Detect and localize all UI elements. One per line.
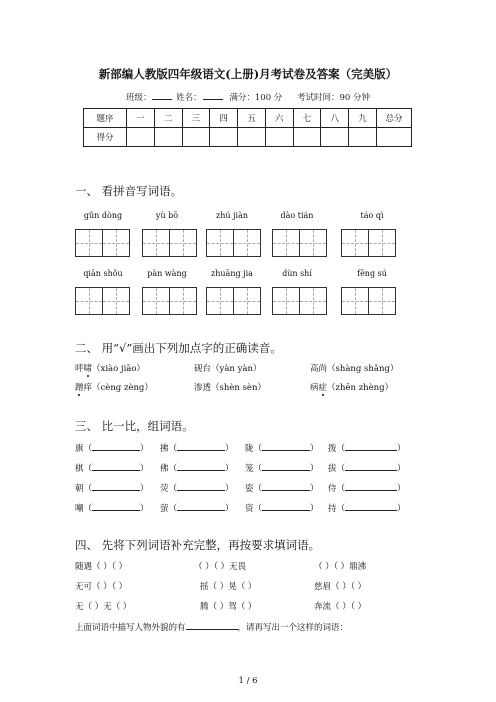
compare-word-item: [245, 461, 319, 474]
idiom-item[interactable]: 慈眉（ ）（ ）: [314, 582, 367, 592]
compare-char: 佛: [160, 464, 169, 474]
paren-open: （: [336, 504, 346, 514]
score-cell[interactable]: [321, 128, 349, 147]
idiom-item[interactable]: 无（ ）无（ ）: [75, 602, 132, 612]
writing-grid[interactable]: [75, 229, 130, 257]
writing-grid[interactable]: [272, 229, 327, 257]
score-table: [83, 108, 412, 147]
score-cell[interactable]: [210, 128, 238, 147]
paren-open: （: [168, 504, 178, 514]
writing-grid[interactable]: [272, 287, 327, 315]
compare-char: 嘲: [75, 504, 84, 514]
answer-blank[interactable]: [186, 620, 238, 630]
score-header-cell: 三: [182, 109, 210, 128]
section2-heading: 二、 用“√”画出下列加点字的正确读音。: [75, 341, 282, 355]
writing-grid[interactable]: [341, 229, 396, 257]
pinyin-label: dào tián: [280, 211, 314, 220]
reading-options[interactable]: （zhēn zhèng）: [327, 383, 394, 393]
paren-open: （: [336, 444, 346, 454]
paren-open: （: [336, 464, 346, 474]
compare-word-item: [328, 501, 406, 514]
appearance-question: 上面词语中描写人物外貌的有 ，请再写出一个这样的词语：: [75, 620, 348, 633]
name-label: 姓名：: [176, 93, 202, 103]
writing-grid[interactable]: [142, 229, 197, 257]
writing-grid[interactable]: [142, 287, 197, 315]
section4-heading: 四、 先将下列词语补充完整，再按要求填词语。: [75, 538, 321, 552]
paren-close: ）: [397, 464, 406, 474]
pinyin-label: yù bō: [155, 211, 179, 220]
paren-close: ）: [140, 444, 149, 454]
paren-close: ）: [310, 464, 319, 474]
compare-word-item: [328, 461, 406, 474]
compare-char: 拨: [328, 444, 337, 454]
paren-close: ）: [397, 444, 406, 454]
compare-word-item: [75, 501, 149, 514]
pinyin-label: táo qì: [360, 211, 384, 220]
class-label: 班级：: [125, 93, 152, 103]
score-header-cell: 六: [265, 109, 293, 128]
reading-options[interactable]: （yàn yàn）: [211, 364, 262, 374]
writing-grid[interactable]: [341, 287, 396, 315]
word-blank[interactable]: [345, 501, 397, 511]
reading-item: 渗透（shèn sèn）: [194, 383, 266, 393]
idiom-item[interactable]: 腾（ ）驾（ ）: [200, 602, 257, 612]
writing-grid[interactable]: [206, 287, 261, 315]
score-table-header-row: [84, 109, 412, 128]
compare-char: 荧: [160, 484, 169, 494]
paren-close: ）: [310, 504, 319, 514]
paren-open: （: [168, 484, 178, 494]
reading-options[interactable]: （xiào jiāo）: [92, 364, 145, 374]
word-blank[interactable]: [92, 501, 140, 511]
compare-char: 持: [328, 504, 337, 514]
score-header-cell: 二: [154, 109, 182, 128]
pinyin-label: zhú jiàn: [215, 211, 249, 220]
compare-word-item: [160, 501, 234, 514]
name-blank[interactable]: [203, 90, 223, 100]
compare-word-item: [328, 441, 406, 454]
section1-heading: 一、 看拼音写词语。: [75, 184, 183, 198]
score-cell[interactable]: [154, 128, 182, 147]
writing-grid[interactable]: [206, 229, 261, 257]
score-header-cell: 总分: [377, 109, 412, 128]
score-cell[interactable]: [182, 128, 210, 147]
compare-char: 拔: [328, 464, 337, 474]
paren-close: ）: [225, 444, 234, 454]
score-table-score-row: [84, 128, 412, 147]
reading-item: 呼啸（xiào jiāo）: [75, 364, 145, 374]
compare-word-item: [245, 501, 319, 514]
pinyin-label: qiān shǒu: [83, 269, 123, 278]
idiom-item[interactable]: （ ）（ ）无畏: [194, 562, 247, 572]
idiom-item[interactable]: 摇（ ）晃（ ）: [200, 582, 257, 592]
compare-char: 旗: [75, 444, 84, 454]
word-blank[interactable]: [177, 461, 225, 471]
paren-close: ）: [397, 504, 406, 514]
paren-open: （: [253, 504, 263, 514]
exam-info: [0, 90, 496, 103]
compare-char: 萤: [160, 504, 169, 514]
paren-open: （: [83, 484, 93, 494]
reading-options[interactable]: （cèng zèng）: [92, 383, 153, 393]
idiom-item[interactable]: 无可（ ）（ ）: [75, 582, 128, 592]
score-cell[interactable]: [238, 128, 266, 147]
compare-char: 侍: [328, 484, 337, 494]
paren-open: （: [253, 484, 263, 494]
paren-close: ）: [397, 484, 406, 494]
compare-char: 朝: [75, 484, 84, 494]
pinyin-label: pàn wàng: [147, 269, 187, 278]
paren-open: （: [83, 464, 93, 474]
class-blank[interactable]: [152, 90, 172, 100]
compare-word-item: [75, 461, 149, 474]
paren-close: ）: [140, 464, 149, 474]
word-blank[interactable]: [345, 441, 397, 451]
idiom-item[interactable]: （ ）（ ）鼎沸: [314, 562, 367, 572]
paren-close: ）: [225, 464, 234, 474]
score-header-cell: 四: [210, 109, 238, 128]
compare-char: 陇: [245, 444, 254, 454]
paren-close: ）: [140, 484, 149, 494]
page-title: 新部编人教版四年级语文(上册)月考试卷及答案（完美版）: [98, 67, 398, 81]
score-header-cell: 题序: [84, 109, 127, 128]
paren-close: ）: [225, 504, 234, 514]
paren-open: （: [253, 464, 263, 474]
word-blank[interactable]: [345, 481, 397, 491]
time-label: 考试时间：90 分钟: [297, 93, 371, 103]
score-header-cell: 一: [127, 109, 155, 128]
compare-word-item: [160, 441, 234, 454]
score-cell[interactable]: [349, 128, 377, 147]
idiom-item[interactable]: 随遇（ ）（ ）: [75, 562, 128, 572]
compare-char: 资: [245, 504, 254, 514]
word-blank[interactable]: [92, 461, 140, 471]
reading-options[interactable]: （shàng shǎng）: [327, 364, 399, 374]
word-blank[interactable]: [262, 461, 310, 471]
reading-options[interactable]: （shèn sèn）: [211, 383, 266, 393]
pinyin-label: dùn shí: [282, 269, 312, 278]
reading-item: 病症（zhēn zhèng）: [310, 383, 394, 393]
word-blank[interactable]: [345, 461, 397, 471]
compare-word-item: [75, 441, 149, 454]
paren-open: （: [168, 444, 178, 454]
compare-word-item: [160, 481, 234, 494]
pinyin-label: zhuāng jia: [211, 269, 253, 278]
word-blank[interactable]: [92, 481, 140, 491]
compare-word-item: [245, 441, 319, 454]
paren-close: ）: [225, 484, 234, 494]
paren-open: （: [83, 444, 93, 454]
pinyin-label: gǔn dòng: [83, 211, 123, 220]
word-blank[interactable]: [262, 481, 310, 491]
paren-open: （: [83, 504, 93, 514]
compare-word-item: [75, 481, 149, 494]
score-cell[interactable]: [293, 128, 321, 147]
score-row-label: 得分: [84, 128, 127, 147]
compare-char: 笼: [245, 464, 254, 474]
score-cell[interactable]: [265, 128, 293, 147]
reading-item: 高尚（shàng shǎng）: [310, 364, 399, 374]
reading-item: 蹭痒（cèng zèng）: [75, 383, 153, 393]
compare-char: 棋: [75, 464, 84, 474]
compare-word-item: [160, 461, 234, 474]
word-blank[interactable]: [177, 481, 225, 491]
section3-heading: 三、 比一比，组词语。: [75, 419, 194, 433]
word-blank[interactable]: [92, 441, 140, 451]
score-header-cell: 九: [349, 109, 377, 128]
word-blank[interactable]: [262, 441, 310, 451]
full-score-label: 满分：100 分: [229, 93, 283, 103]
score-header-cell: 七: [293, 109, 321, 128]
page-number: 1 / 6: [238, 676, 258, 686]
paren-open: （: [336, 484, 346, 494]
paren-close: ）: [310, 484, 319, 494]
word-blank[interactable]: [262, 501, 310, 511]
paren-close: ）: [310, 444, 319, 454]
score-header-cell: 八: [321, 109, 349, 128]
reading-item: 砚台（yàn yàn）: [194, 364, 262, 374]
word-blank[interactable]: [177, 441, 225, 451]
score-cell[interactable]: [377, 128, 412, 147]
word-blank[interactable]: [177, 501, 225, 511]
idiom-item[interactable]: 奔流（ ）（ ）: [314, 602, 367, 612]
compare-word-item: [245, 481, 319, 494]
compare-char: 姿: [245, 484, 254, 494]
paren-open: （: [168, 464, 178, 474]
paren-close: ）: [140, 504, 149, 514]
score-header-cell: 五: [238, 109, 266, 128]
compare-word-item: [328, 481, 406, 494]
pinyin-label: fēng sú: [357, 269, 387, 278]
score-cell[interactable]: [127, 128, 155, 147]
paren-open: （: [253, 444, 263, 454]
writing-grid[interactable]: [75, 287, 130, 315]
compare-char: 拂: [160, 444, 169, 454]
